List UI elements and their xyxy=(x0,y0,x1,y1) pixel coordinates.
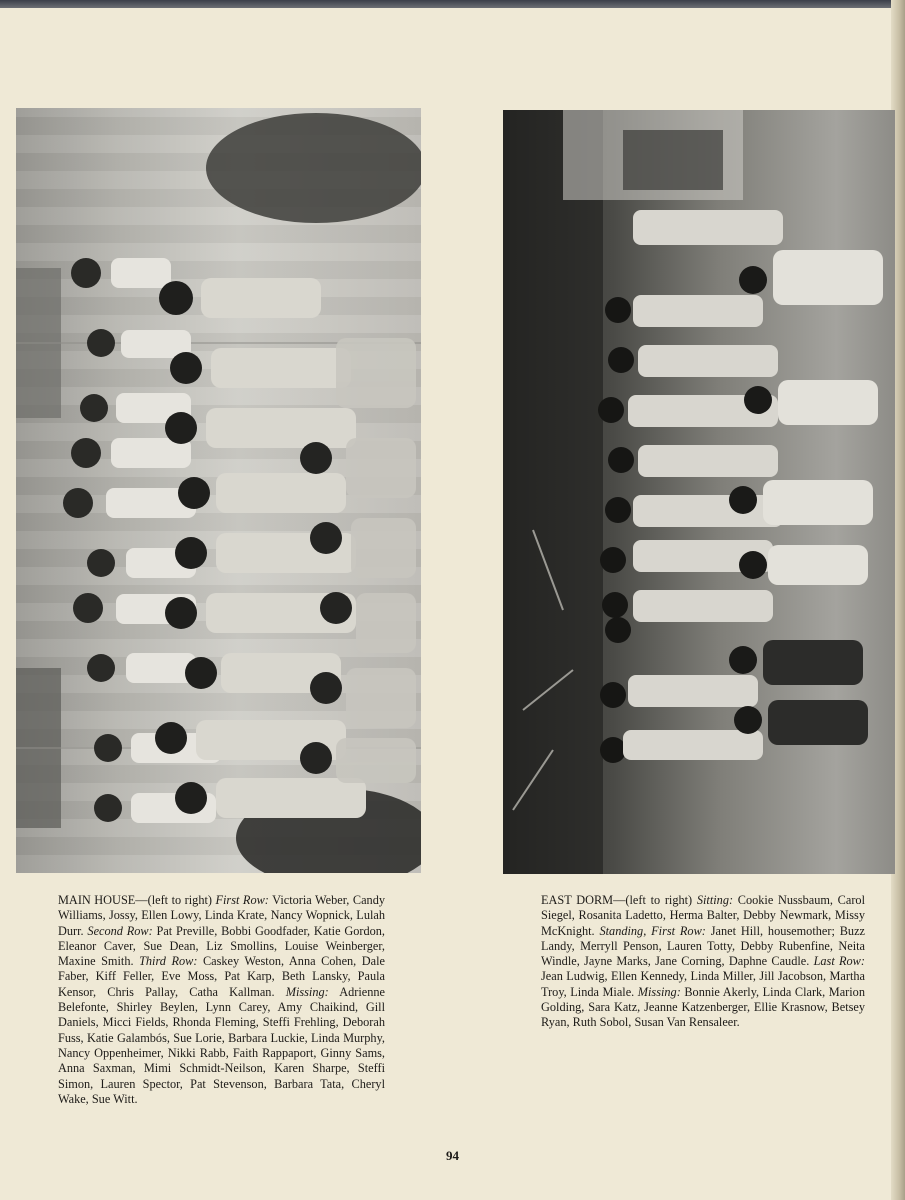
caption-direction: —(left to right) xyxy=(135,893,216,907)
page-top-edge xyxy=(0,0,905,8)
main-house-photo-art xyxy=(16,108,421,873)
east-dorm-photo xyxy=(503,110,895,874)
east-dorm-caption xyxy=(541,893,865,1031)
caption-names: Bonnie Akerly, Linda Clark, Marion Golding, Sara Katz, Jeanne Katzenberger, Ellie Krasnow, Betsey Ryan, Ruth Sobol, Susan Van Rensaleer. xyxy=(541,984,865,1030)
caption-names: Caskey Weston, Anna Cohen, Dale Faber, Kiff Feller, Eve Moss, Pat Karp, Beth Lansky, Paula Kensor, Chris Pallay, Catha Kallman. xyxy=(58,954,385,999)
caption-row-label: First Row: xyxy=(215,893,269,907)
caption-names: Adrienne Belefonte, Shirley Beylen, Lynn Carey, Amy Chaikind, Gill Daniels, Micci Fields, Rhonda Fleming, Steffi Frehling, Deborah Fuss, Katie Galambós, Sue Lorie, Barbara Luckie, Linda Murphy, Nancy Oppenheimer, Nikki Rabb, Faith Rappaport, Ginny Sams, Anna Saxman, Mimi Schmidt-Neilson, Karen Sharpe, Steffi Simon, Lauren Spector, Pat Stevenson, Barbara Tata, Cheryl Wake, Sue Witt. xyxy=(58,984,385,1106)
caption-direction: —(left to right) xyxy=(613,893,697,907)
caption-row-label: Missing: xyxy=(637,984,681,999)
caption-group-name: EAST DORM xyxy=(541,893,614,907)
page-number: 94 xyxy=(446,1148,459,1163)
east-dorm-photo-art xyxy=(503,110,895,874)
caption-row-label: Last Row: xyxy=(813,954,865,969)
caption-group-name: MAIN HOUSE xyxy=(58,893,136,907)
caption-row-label: Third Row: xyxy=(139,954,198,969)
caption-row-label: Second Row: xyxy=(87,923,153,938)
caption-names: Jean Ludwig, Ellen Kennedy, Linda Miller, Jill Jacobson, Martha Troy, Linda Miale. xyxy=(541,969,865,999)
caption-names: Victoria Weber, Candy Williams, Jossy, Ellen Lowy, Linda Krate, Nancy Wopnick, Lulah Durr. xyxy=(58,893,385,938)
caption-row-label: Standing, First Row: xyxy=(599,923,706,938)
caption-names: Pat Preville, Bobbi Goodfader, Katie Gordon, Eleanor Caver, Sue Dean, Liz Smollins, Louise Weinberger, Maxine Smith. xyxy=(58,923,385,969)
caption-names: Janet Hill, housemother; Buzz Landy, Merryll Penson, Lauren Totty, Debby Rubenfine, Neita Windle, Jayne Marks, Jane Corning, Daphne Caudle. xyxy=(541,923,865,969)
caption-names: Cookie Nussbaum, Carol Siegel, Rosanita Ladetto, Herma Balter, Debby Newmark, Missy McKnight. xyxy=(541,893,865,938)
caption-row-label: Missing: xyxy=(285,984,329,999)
main-house-caption xyxy=(58,893,385,1107)
caption-row-label: Sitting: xyxy=(696,893,734,907)
main-house-photo xyxy=(16,108,421,873)
